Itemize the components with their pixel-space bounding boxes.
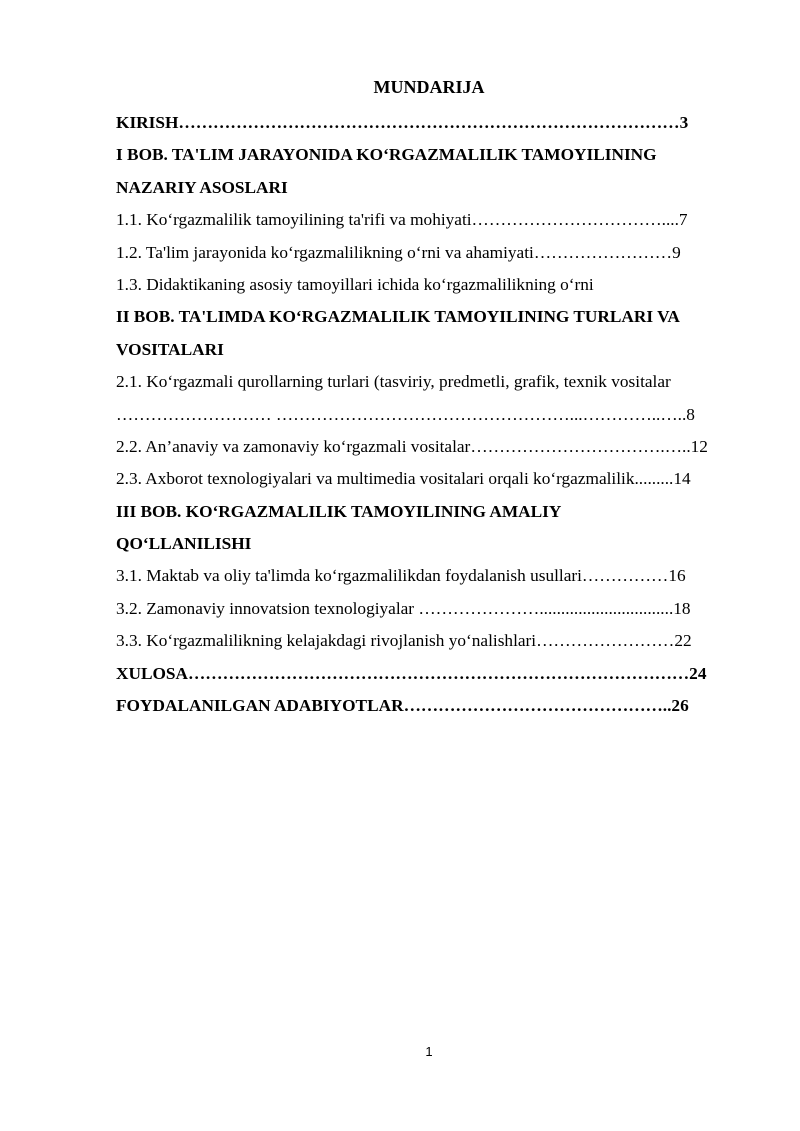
toc-entry-3-3: 3.3. Ko‘rgazmalilikning kelajakdagi rivojlanish yo‘nalishlari……………………22 — [116, 631, 692, 651]
table-of-contents — [116, 107, 746, 722]
toc-chapter-3-heading-cont: QO‘LLANILISHI — [116, 534, 252, 554]
toc-entry-2-2: 2.2. An’anaviy va zamonaviy ko‘rgazmali vositalar…………………………….…..12 — [116, 436, 708, 456]
toc-entry-3-2: 3.2. Zamonaviy innovatsion texnologiyalar …………………...............................18 — [116, 598, 691, 618]
toc-chapter-1-heading: I BOB. TA'LIM JARAYONIDA KO‘RGAZMALILIK TAMOYILINING — [116, 145, 657, 165]
toc-entry-kirish: KIRISH……………………………………………………………………………3 — [116, 113, 689, 132]
toc-entry-adabiyotlar: FOYDALANILGAN ADABIYOTLAR………………………………………..26 — [116, 696, 689, 716]
toc-chapter-2-heading-cont: VOSITALARI — [116, 339, 224, 359]
toc-entry-1-1: 1.1. Ko‘rgazmalilik tamoyilining ta'rifi va mohiyati……………………………....7 — [116, 210, 688, 230]
toc-entry-2-1: 2.1. Ko‘rgazmali qurollarning turlari (tasviriy, predmetli, grafik, texnik vositalar — [116, 372, 671, 392]
toc-chapter-1-heading-cont: NAZARIY ASOSLARI — [116, 177, 288, 197]
toc-entry-3-1: 3.1. Maktab va oliy ta'limda ko‘rgazmalilikdan foydalanish usullari……………16 — [116, 566, 686, 586]
toc-entry-2-1-cont: ……………………… ……………………………………………...…………..…..8 — [116, 404, 695, 424]
toc-chapter-3-heading: III BOB. KO‘RGAZMALILIK TAMOYILINING AMALIY — [116, 501, 562, 521]
toc-title: MUNDARIJA — [373, 77, 485, 97]
toc-entry-1-3: 1.3. Didaktikaning asosiy tamoyillari ichida ko‘rgazmalilikning o‘rni — [116, 274, 594, 294]
toc-entry-2-3: 2.3. Axborot texnologiyalari va multimedia vositalari orqali ko‘rgazmalilik.........14 — [116, 469, 691, 489]
page-number: 1 — [425, 1044, 433, 1059]
toc-entry-1-2: 1.2. Ta'lim jarayonida ko‘rgazmalilikning o‘rni va ahamiyati……………………9 — [116, 242, 681, 262]
toc-chapter-2-heading: II BOB. TA'LIMDA KO‘RGAZMALILIK TAMOYILINING TURLARI VA — [116, 307, 680, 327]
toc-entry-xulosa: XULOSA……………………………………………………………………………24 — [116, 663, 707, 683]
